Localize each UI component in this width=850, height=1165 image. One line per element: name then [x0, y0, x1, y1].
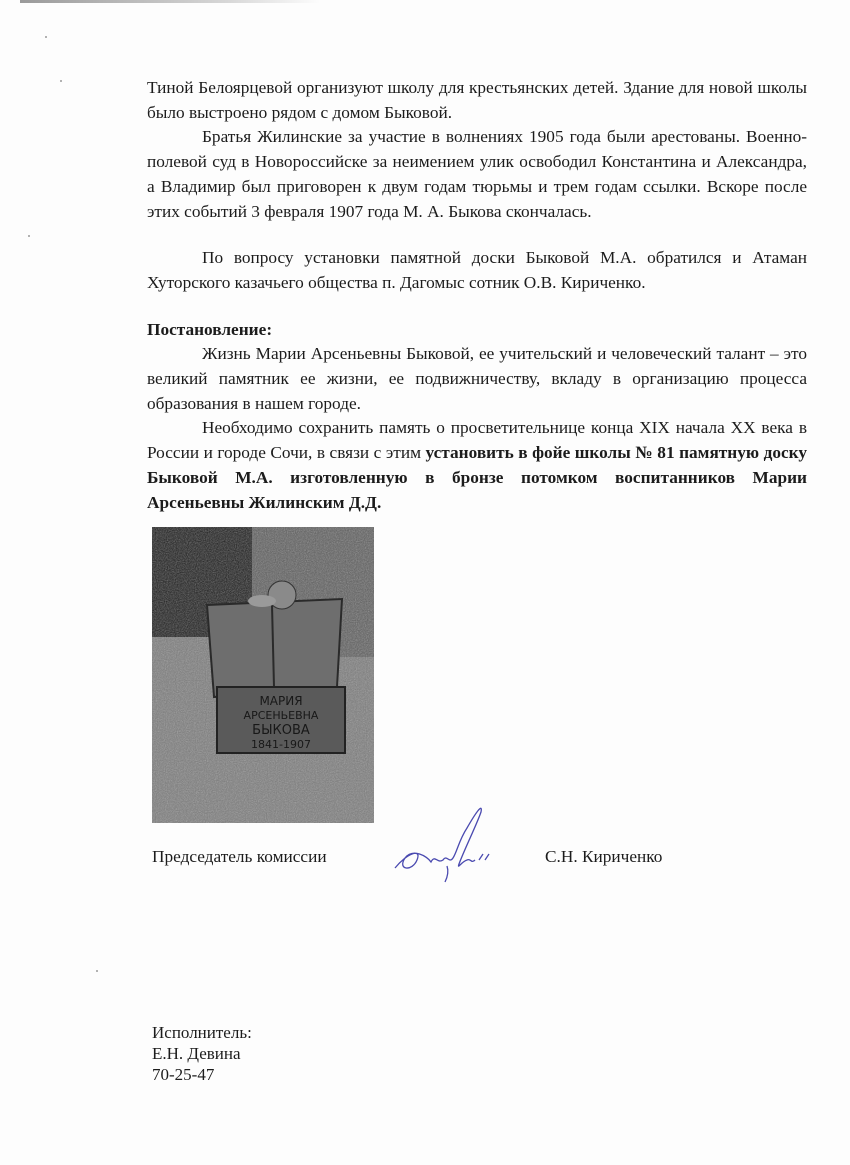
executor-label: Исполнитель: — [152, 1023, 252, 1042]
plaque-line-2: АРСЕНЬЕВНА — [243, 709, 319, 722]
executor-phone: 70-25-47 — [152, 1065, 215, 1084]
executor-block — [152, 1022, 252, 1085]
scan-speck — [45, 36, 47, 38]
resolution-heading: Постановление: — [147, 319, 273, 339]
scan-speck — [96, 970, 98, 972]
memorial-plaque-photo — [152, 527, 374, 823]
scan-speck — [28, 235, 30, 237]
plaque-image — [152, 527, 374, 823]
scan-edge — [20, 0, 320, 3]
handwritten-signature-icon — [387, 798, 497, 883]
signature-block — [152, 843, 712, 883]
paragraph-school: Тиной Белоярцевой организуют школу для крестьянских детей. Здание для новой школы было выстроено рядом с домом Быковой. — [147, 78, 807, 122]
executor-name: Е.Н. Девина — [152, 1044, 241, 1063]
resolution-decision: установить в фойе школы № 81 памятную доску Быковой М.А. изготовленную в бронзе потомком воспитанников Марии Арсеньевны Жилинским Д.Д. — [147, 443, 808, 512]
resolution-paragraph-1: Жизнь Марии Арсеньевны Быковой, ее учительский и человеческий талант – это великий памятник ее жизни, ее подвижничеству, вкладу в организацию процесса образования в нашем городе. — [147, 344, 807, 413]
scan-speck — [60, 80, 62, 82]
paragraph-brothers: Братья Жилинские за участие в волнениях 1905 года были арестованы. Военно-полевой суд в Новороссийске за неимением улик освободил Константина и Александра, а Владимир был приговорен к двум годам тюрьмы и трем годам ссылки. Вскоре после этих событий 3 февраля 1907 года М. А. Быкова скончалась. — [147, 127, 807, 221]
plaque-line-3: БЫКОВА — [252, 723, 310, 738]
signatory-title: Председатель комиссии — [152, 847, 327, 866]
resolution-text: Необходимо сохранить память о просветительнице конца XIX начала XX века в России и городе Сочи, в связи с этим — [147, 418, 807, 463]
resolution-paragraph-2 — [147, 416, 807, 515]
document-body — [147, 76, 807, 515]
signatory-name: С.Н. Кириченко — [545, 847, 663, 866]
plaque-line-4: 1841-1907 — [251, 738, 311, 751]
plaque-line-1: МАРИЯ — [259, 694, 303, 708]
paragraph-request: По вопросу установки памятной доски Быковой М.А. обратился и Атаман Хуторского казачьего общества п. Дагомыс сотник О.В. Кириченко. — [147, 248, 807, 292]
